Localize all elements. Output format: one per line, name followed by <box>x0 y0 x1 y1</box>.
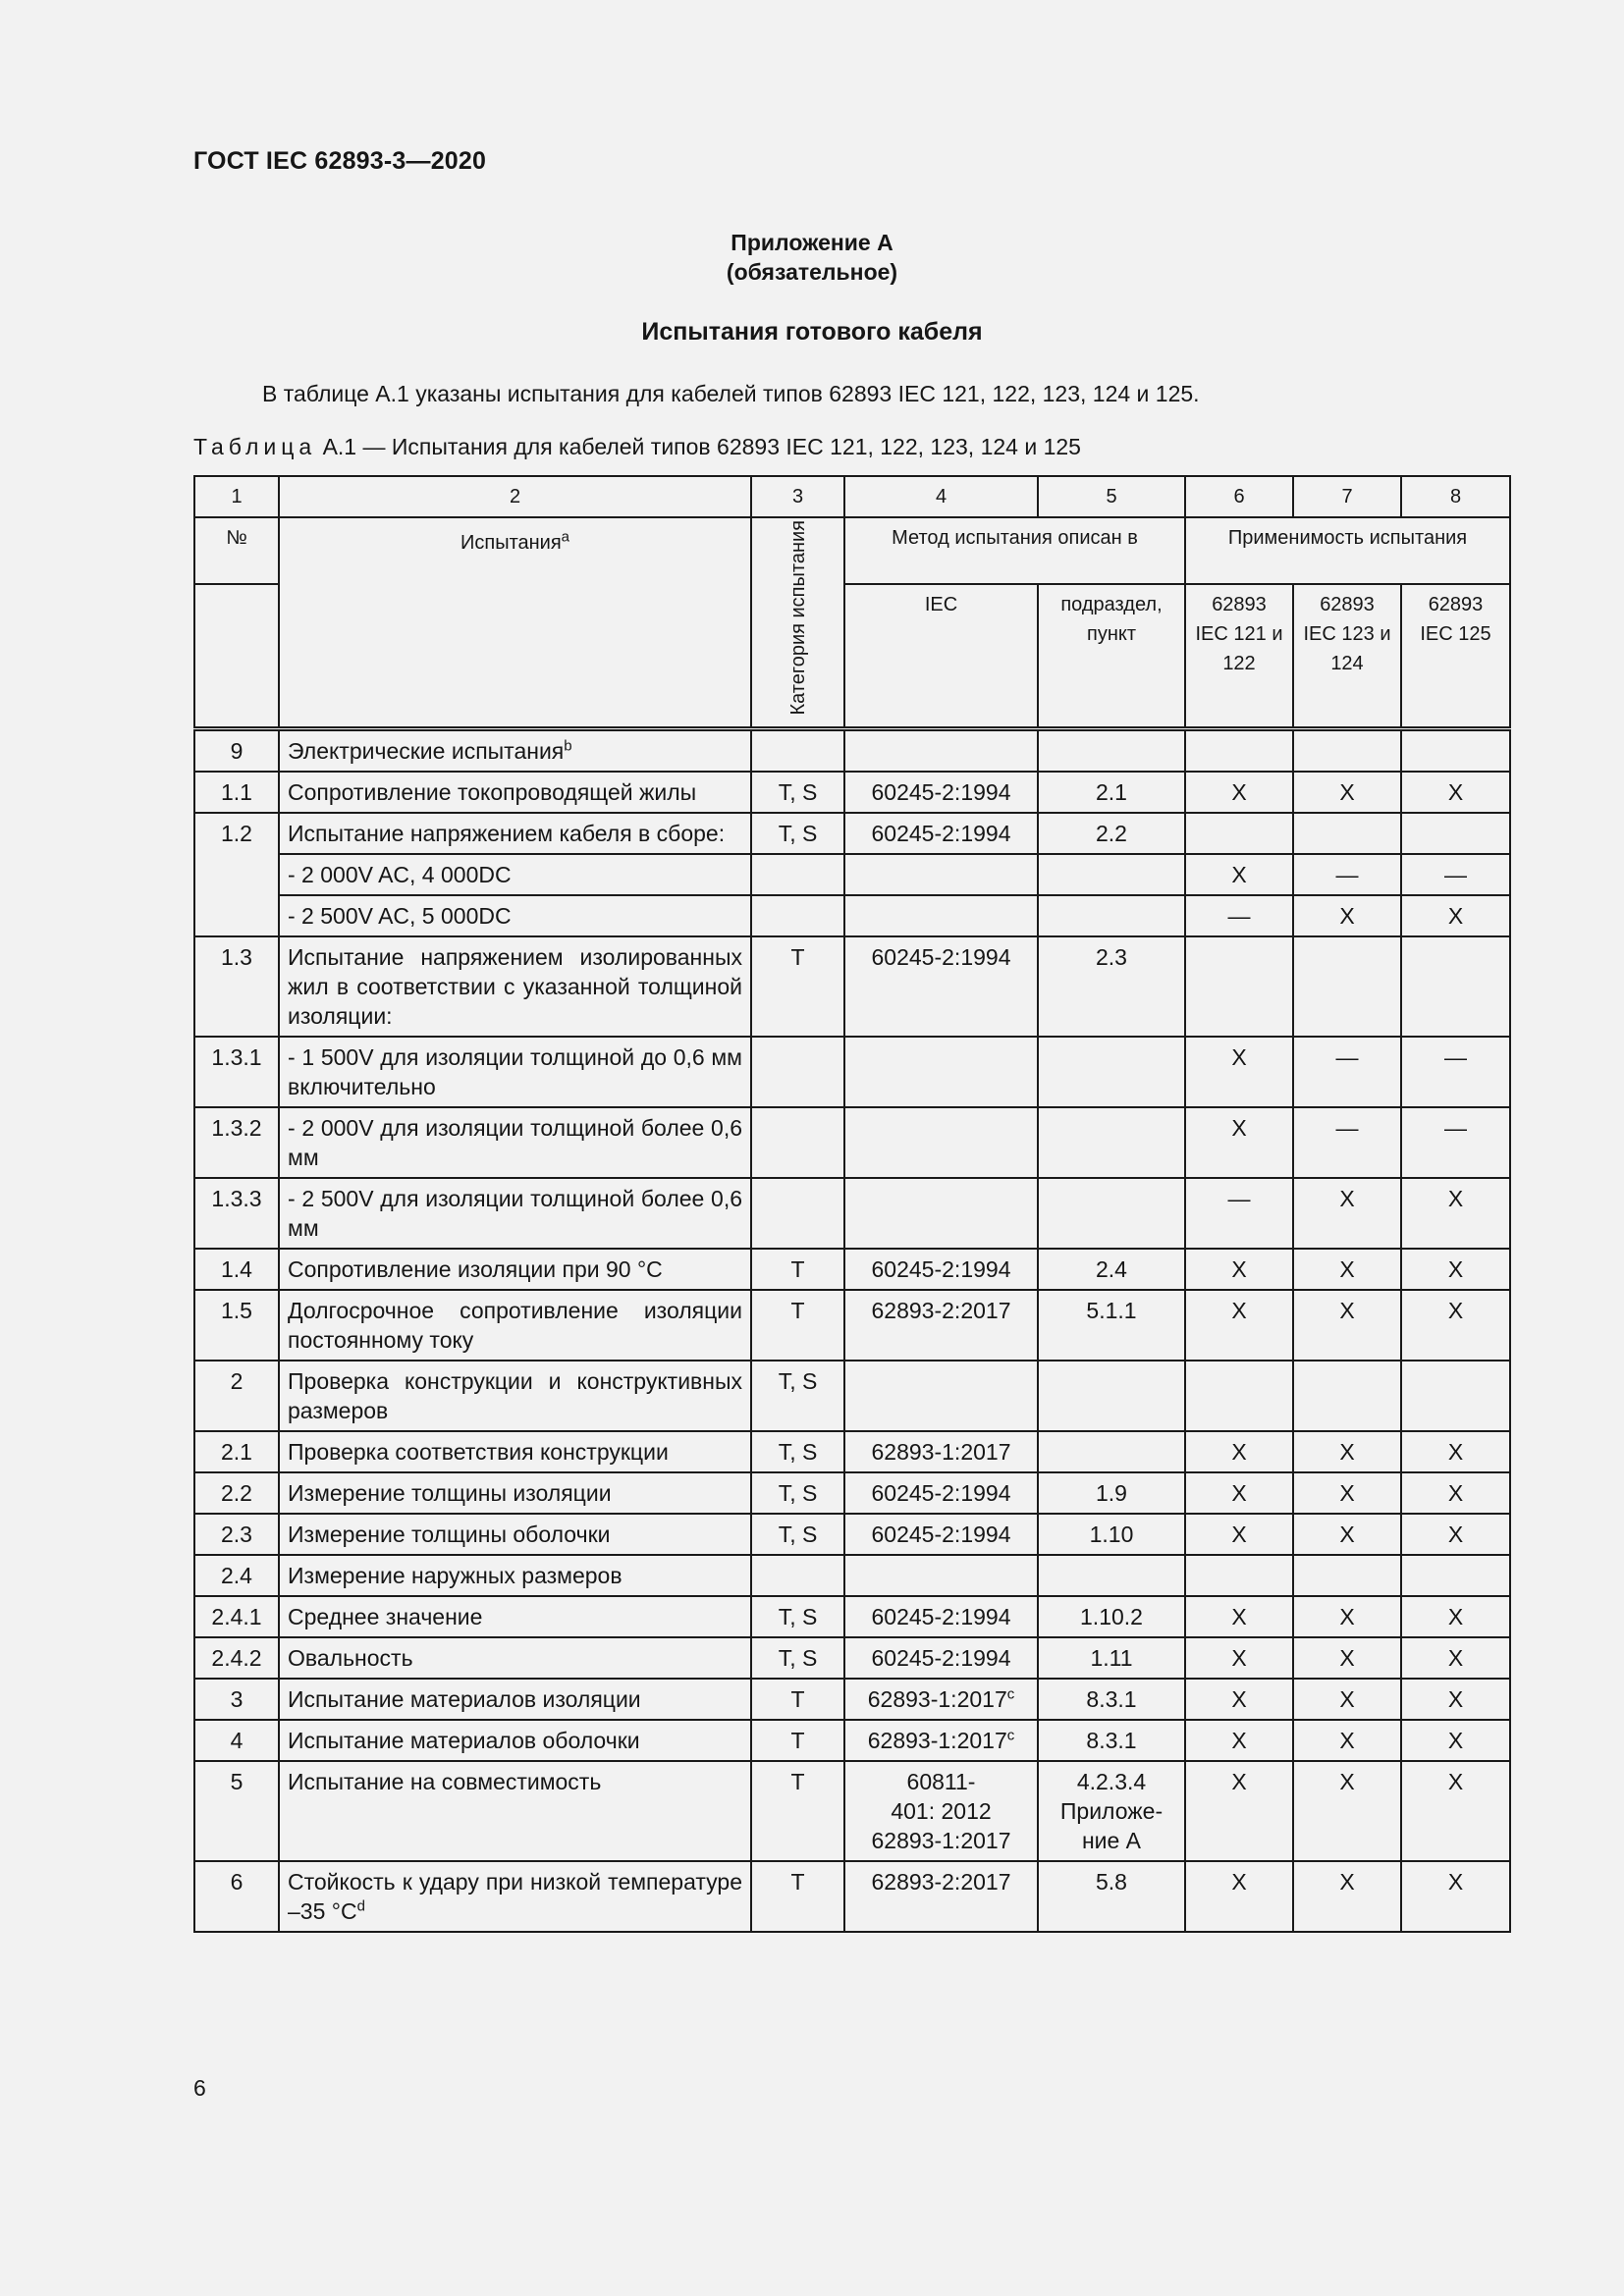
row-test: Испытание напряжением кабеля в сборе: <box>279 813 751 854</box>
row-iec <box>844 1679 1038 1720</box>
table-row <box>194 1107 1510 1178</box>
row-col6: X <box>1185 1472 1293 1514</box>
row-col6: X <box>1185 1861 1293 1932</box>
row-iec: 60245-2:1994 <box>844 772 1038 813</box>
row-subsection: 1.9 <box>1038 1472 1185 1514</box>
row-number: 9 <box>194 728 279 772</box>
row-category: T <box>751 1290 844 1361</box>
table-row <box>194 1178 1510 1249</box>
table-caption-text: А.1 — Испытания для кабелей типов 62893 IEC 121, 122, 123, 124 и 125 <box>316 434 1081 459</box>
annex-heading <box>0 228 1624 287</box>
row-category: T <box>751 1720 844 1761</box>
row-number: 2.1 <box>194 1431 279 1472</box>
row-col7: X <box>1293 895 1401 936</box>
column-number-row <box>194 476 1510 517</box>
row-col6: — <box>1185 1178 1293 1249</box>
row-col8: X <box>1401 1720 1510 1761</box>
footnote-mark: c <box>1006 1726 1015 1743</box>
row-iec: 60245-2:1994 <box>844 1596 1038 1637</box>
header-category <box>751 517 844 728</box>
row-col8: X <box>1401 772 1510 813</box>
row-col8: X <box>1401 1178 1510 1249</box>
row-subsection: 2.2 <box>1038 813 1185 854</box>
row-col7: X <box>1293 1720 1401 1761</box>
row-col7: — <box>1293 1037 1401 1107</box>
row-subsection: 2.4 <box>1038 1249 1185 1290</box>
row-category: T <box>751 936 844 1037</box>
row-number: 2.2 <box>194 1472 279 1514</box>
row-category: T, S <box>751 1637 844 1679</box>
row-col7: X <box>1293 1679 1401 1720</box>
row-number: 1.4 <box>194 1249 279 1290</box>
row-test: - 2 500V AC, 5 000DC <box>279 895 751 936</box>
row-number: 2 <box>194 1361 279 1431</box>
annex-title: Приложение А <box>731 230 893 255</box>
row-subsection-line: Приложе- <box>1059 1797 1164 1824</box>
row-col6: X <box>1185 1249 1293 1290</box>
row-number: 2.4 <box>194 1555 279 1596</box>
row-subsection: 5.1.1 <box>1038 1290 1185 1361</box>
row-category: T, S <box>751 813 844 854</box>
table-row <box>194 1555 1510 1596</box>
column-number: 2 <box>279 476 751 517</box>
column-number: 7 <box>1293 476 1401 517</box>
row-test: Испытание напряжением изолированных жил в соответствии с указанной толщиной изоляции: <box>279 936 751 1037</box>
row-col7: X <box>1293 1761 1401 1861</box>
row-category: T, S <box>751 1472 844 1514</box>
row-number: 1.3.2 <box>194 1107 279 1178</box>
row-col7: — <box>1293 854 1401 895</box>
row-test: Измерение толщины изоляции <box>279 1472 751 1514</box>
row-subsection: 5.8 <box>1038 1861 1185 1932</box>
row-number: 2.4.1 <box>194 1596 279 1637</box>
column-number: 6 <box>1185 476 1293 517</box>
footnote-mark: b <box>564 736 572 754</box>
header-tests-label: Испытания <box>460 532 562 554</box>
row-col6: X <box>1185 1514 1293 1555</box>
row-number: 1.3.3 <box>194 1178 279 1249</box>
table-row <box>194 1761 1510 1861</box>
row-test <box>279 728 751 772</box>
row-category: T, S <box>751 1361 844 1431</box>
column-number: 1 <box>194 476 279 517</box>
row-subsection: 1.10.2 <box>1038 1596 1185 1637</box>
row-col8: X <box>1401 1761 1510 1861</box>
row-col8: X <box>1401 1679 1510 1720</box>
row-col7: X <box>1293 1472 1401 1514</box>
row-test: Проверка конструкции и конструктивных размеров <box>279 1361 751 1431</box>
row-test: Среднее значение <box>279 1596 751 1637</box>
table-row <box>194 1861 1510 1932</box>
table-row <box>194 772 1510 813</box>
row-iec-label: 62893-1:2017 <box>867 1685 1007 1712</box>
table-row <box>194 1679 1510 1720</box>
row-col6: — <box>1185 895 1293 936</box>
row-col8: X <box>1401 1596 1510 1637</box>
row-iec: 60245-2:1994 <box>844 1249 1038 1290</box>
row-col6: X <box>1185 854 1293 895</box>
row-iec: 60245-2:1994 <box>844 936 1038 1037</box>
table-row <box>194 1720 1510 1761</box>
row-iec: 62893-1:2017 <box>844 1431 1038 1472</box>
row-category: T, S <box>751 1431 844 1472</box>
row-iec-line: 60811- <box>906 1768 976 1794</box>
header-col7: 62893 IEC 123 и 124 <box>1293 584 1401 728</box>
row-iec: 62893-2:2017 <box>844 1290 1038 1361</box>
row-subsection-line: 4.2.3.4 <box>1076 1768 1147 1794</box>
table-row <box>194 854 1510 895</box>
row-category: T <box>751 1861 844 1932</box>
row-subsection-line: ние А <box>1081 1827 1142 1853</box>
row-col7: X <box>1293 772 1401 813</box>
row-category: T <box>751 1761 844 1861</box>
row-iec: 62893-2:2017 <box>844 1861 1038 1932</box>
row-test: Испытание материалов изоляции <box>279 1679 751 1720</box>
test-table <box>193 475 1511 1933</box>
row-subsection <box>1038 1761 1185 1861</box>
row-col8: X <box>1401 1514 1510 1555</box>
row-number: 1.5 <box>194 1290 279 1361</box>
row-col8: — <box>1401 1037 1510 1107</box>
row-col7: X <box>1293 1514 1401 1555</box>
row-col6: X <box>1185 1761 1293 1861</box>
row-iec: 60245-2:1994 <box>844 1472 1038 1514</box>
row-test: Сопротивление токопроводящей жилы <box>279 772 751 813</box>
row-category: T, S <box>751 772 844 813</box>
row-number: 2.3 <box>194 1514 279 1555</box>
row-test-label: Стойкость к удару при низкой температуре –35 °С <box>288 1868 742 1924</box>
row-iec-line: 62893-1:2017 <box>871 1827 1011 1853</box>
row-test: Овальность <box>279 1637 751 1679</box>
table-row <box>194 1431 1510 1472</box>
row-number: 6 <box>194 1861 279 1932</box>
row-iec: 60245-2:1994 <box>844 1637 1038 1679</box>
column-number: 8 <box>1401 476 1510 517</box>
annex-subject: Испытания готового кабеля <box>641 318 983 346</box>
row-iec <box>844 1720 1038 1761</box>
row-subsection: 8.3.1 <box>1038 1679 1185 1720</box>
column-number: 4 <box>844 476 1038 517</box>
header-iec: IEC <box>844 584 1038 728</box>
table-row <box>194 1361 1510 1431</box>
row-test: - 1 500V для изоляции толщиной до 0,6 мм включительно <box>279 1037 751 1107</box>
footnote-mark: a <box>561 528 570 546</box>
row-col6: X <box>1185 1637 1293 1679</box>
row-test: Сопротивление изоляции при 90 °С <box>279 1249 751 1290</box>
header-category-label: Категория испытания <box>786 520 809 716</box>
row-col7: X <box>1293 1637 1401 1679</box>
row-col8: X <box>1401 1472 1510 1514</box>
row-col8: X <box>1401 1637 1510 1679</box>
row-iec <box>844 1761 1038 1861</box>
row-test: Измерение толщины оболочки <box>279 1514 751 1555</box>
table-row <box>194 1249 1510 1290</box>
row-col7: X <box>1293 1249 1401 1290</box>
row-iec: 60245-2:1994 <box>844 813 1038 854</box>
row-col7: X <box>1293 1431 1401 1472</box>
row-col6: X <box>1185 772 1293 813</box>
header-col6: 62893 IEC 121 и 122 <box>1185 584 1293 728</box>
row-subsection: 2.3 <box>1038 936 1185 1037</box>
row-subsection: 1.11 <box>1038 1637 1185 1679</box>
header-no: № <box>194 517 279 584</box>
table-row <box>194 1472 1510 1514</box>
header-row-1 <box>194 517 1510 584</box>
row-number: 3 <box>194 1679 279 1720</box>
row-test: Проверка соответствия конструкции <box>279 1431 751 1472</box>
row-number: 1.3 <box>194 936 279 1037</box>
table-caption-label: Таблица <box>193 434 317 459</box>
row-col6: X <box>1185 1720 1293 1761</box>
row-number: 1.3.1 <box>194 1037 279 1107</box>
row-number: 1.2 <box>194 813 279 936</box>
row-col6: X <box>1185 1037 1293 1107</box>
row-test: Испытание материалов оболочки <box>279 1720 751 1761</box>
table-row <box>194 1037 1510 1107</box>
row-col7: X <box>1293 1596 1401 1637</box>
table-row <box>194 936 1510 1037</box>
table-row <box>194 1596 1510 1637</box>
row-col8: X <box>1401 895 1510 936</box>
row-category: T <box>751 1679 844 1720</box>
row-subsection <box>1038 1431 1185 1472</box>
column-number: 3 <box>751 476 844 517</box>
table-row <box>194 728 1510 772</box>
row-test: Долгосрочное сопротивление изоляции постоянному току <box>279 1290 751 1361</box>
row-col6: X <box>1185 1290 1293 1361</box>
intro-paragraph: В таблице А.1 указаны испытания для кабелей типов 62893 IEC 121, 122, 123, 124 и 125. <box>262 381 1200 406</box>
row-iec-line: 401: 2012 <box>891 1797 992 1824</box>
row-test: - 2 000V AC, 4 000DC <box>279 854 751 895</box>
header-col8: 62893 IEC 125 <box>1401 584 1510 728</box>
row-test: - 2 500V для изоляции толщиной более 0,6 мм <box>279 1178 751 1249</box>
row-test <box>279 1861 751 1932</box>
row-test: Испытание на совместимость <box>279 1761 751 1861</box>
row-col6: X <box>1185 1431 1293 1472</box>
row-subsection: 2.1 <box>1038 772 1185 813</box>
header-method: Метод испытания описан в <box>844 517 1185 584</box>
row-col8: X <box>1401 1290 1510 1361</box>
header-no-empty <box>194 584 279 728</box>
row-number: 1.1 <box>194 772 279 813</box>
page-number: 6 <box>193 2075 206 2101</box>
annex-status: (обязательное) <box>726 259 898 285</box>
row-test: - 2 000V для изоляции толщиной более 0,6 мм <box>279 1107 751 1178</box>
row-col8: X <box>1401 1861 1510 1932</box>
table-caption <box>193 434 1081 460</box>
document-id: ГОСТ IEC 62893-3—2020 <box>193 147 487 175</box>
header-subsection: подраздел, пункт <box>1038 584 1185 728</box>
row-col7: X <box>1293 1178 1401 1249</box>
row-category: T <box>751 1249 844 1290</box>
footnote-mark: c <box>1006 1684 1015 1702</box>
row-col6: X <box>1185 1107 1293 1178</box>
row-test: Измерение наружных размеров <box>279 1555 751 1596</box>
header-applicability: Применимость испытания <box>1185 517 1510 584</box>
row-category: T, S <box>751 1596 844 1637</box>
table-row <box>194 1637 1510 1679</box>
row-category: T, S <box>751 1514 844 1555</box>
row-col7: X <box>1293 1290 1401 1361</box>
row-iec: 60245-2:1994 <box>844 1514 1038 1555</box>
row-number: 2.4.2 <box>194 1637 279 1679</box>
column-number: 5 <box>1038 476 1185 517</box>
table-row <box>194 813 1510 854</box>
row-col6: X <box>1185 1679 1293 1720</box>
footnote-mark: d <box>356 1896 365 1914</box>
row-subsection: 8.3.1 <box>1038 1720 1185 1761</box>
row-col8: — <box>1401 1107 1510 1178</box>
row-col8: — <box>1401 854 1510 895</box>
table-row <box>194 1514 1510 1555</box>
row-col7: — <box>1293 1107 1401 1178</box>
row-col6: X <box>1185 1596 1293 1637</box>
row-iec-label: 62893-1:2017 <box>867 1727 1007 1753</box>
row-test-label: Электрические испытания <box>288 737 565 764</box>
table-row <box>194 895 1510 936</box>
row-col7: X <box>1293 1861 1401 1932</box>
row-col8: X <box>1401 1431 1510 1472</box>
header-tests <box>279 517 751 728</box>
row-number: 4 <box>194 1720 279 1761</box>
row-col8: X <box>1401 1249 1510 1290</box>
row-subsection: 1.10 <box>1038 1514 1185 1555</box>
table-row <box>194 1290 1510 1361</box>
row-number: 5 <box>194 1761 279 1861</box>
